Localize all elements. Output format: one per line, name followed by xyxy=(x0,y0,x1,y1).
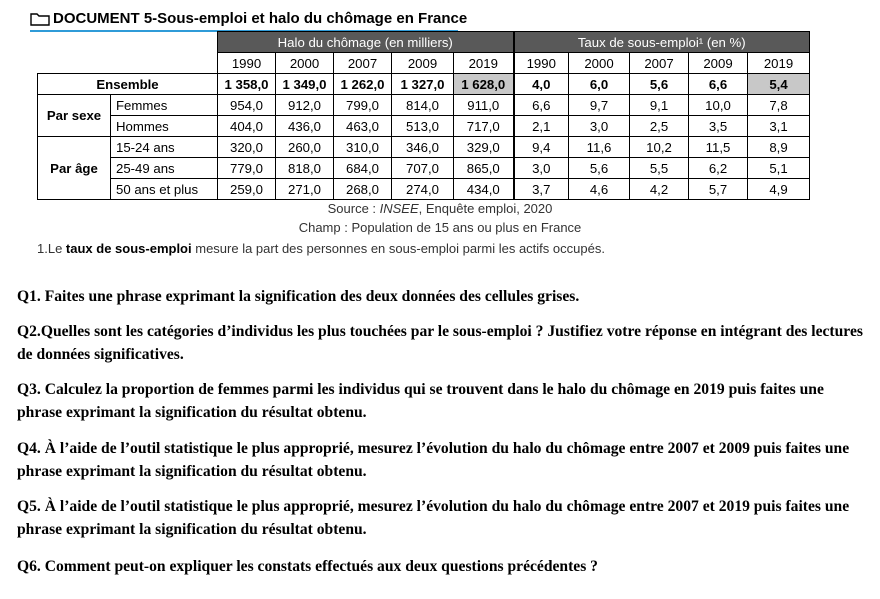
table-cell-grey: 5,4 xyxy=(748,74,810,95)
table-cell: 5,6 xyxy=(569,158,630,179)
footnote xyxy=(37,241,605,256)
table-cell: 1 358,0 xyxy=(218,74,276,95)
table-row xyxy=(38,158,810,179)
source-rest: , Enquête emploi, 2020 xyxy=(418,201,553,216)
question-4: Q4. À l’aide de l’outil statistique le plus approprié, mesurez l’évolution du halo du chômage entre 2007 et 2009 puis faites une phrase exprimant la signification du résultat obtenu. xyxy=(17,440,850,480)
table-cell: 274,0 xyxy=(392,179,454,200)
group-header-taux: Taux de sous-emploi¹ (en %) xyxy=(514,32,810,53)
table-cell: 320,0 xyxy=(218,137,276,158)
table-cell: 5,7 xyxy=(689,179,748,200)
table-cell: 1 349,0 xyxy=(276,74,334,95)
row-label: 50 ans et plus xyxy=(111,179,218,200)
source-line xyxy=(0,201,880,216)
year-header: 2009 xyxy=(689,53,748,74)
table-cell: 3,1 xyxy=(748,116,810,137)
table-cell: 6,6 xyxy=(689,74,748,95)
table-cell: 434,0 xyxy=(454,179,514,200)
table-cell: 3,0 xyxy=(514,158,569,179)
table-cell: 1 262,0 xyxy=(334,74,392,95)
source-prefix: Source : xyxy=(327,201,380,216)
table-cell: 10,2 xyxy=(630,137,689,158)
footnote-prefix: 1.Le xyxy=(37,241,66,256)
table-cell: 865,0 xyxy=(454,158,514,179)
year-header: 2007 xyxy=(630,53,689,74)
table-cell: 5,6 xyxy=(630,74,689,95)
row-group-sexe: Par sexe xyxy=(38,95,111,137)
table-cell: 268,0 xyxy=(334,179,392,200)
table-cell: 4,0 xyxy=(514,74,569,95)
table-cell: 4,6 xyxy=(569,179,630,200)
table-cell: 8,9 xyxy=(748,137,810,158)
table-cell: 513,0 xyxy=(392,116,454,137)
group-header-row xyxy=(38,32,810,53)
year-header: 2000 xyxy=(276,53,334,74)
row-label: Femmes xyxy=(111,95,218,116)
document-title xyxy=(30,10,467,27)
table-cell: 684,0 xyxy=(334,158,392,179)
row-label-ensemble: Ensemble xyxy=(38,74,218,95)
table-cell: 10,0 xyxy=(689,95,748,116)
table-cell: 9,1 xyxy=(630,95,689,116)
table-cell: 310,0 xyxy=(334,137,392,158)
table-cell: 436,0 xyxy=(276,116,334,137)
question-3: Q3. Calculez la proportion de femmes parmi les individus qui se trouvent dans le halo du chômage en 2019 puis faites une phrase exprimant la signification du résultat obtenu. xyxy=(17,381,824,421)
table-cell: 9,4 xyxy=(514,137,569,158)
row-label: 15-24 ans xyxy=(111,137,218,158)
row-label: Hommes xyxy=(111,116,218,137)
year-header: 2009 xyxy=(392,53,454,74)
question-2: Q2.Quelles sont les catégories d’individus les plus touchées par le sous-emploi ? Justifiez votre réponse en intégrant des lectures de données significatives. xyxy=(17,323,863,363)
row-label: 25-49 ans xyxy=(111,158,218,179)
table-row xyxy=(38,179,810,200)
footnote-term: taux de sous-emploi xyxy=(65,241,192,256)
table-cell: 11,6 xyxy=(569,137,630,158)
table-cell: 799,0 xyxy=(334,95,392,116)
table-row xyxy=(38,95,810,116)
question-5: Q5. À l’aide de l’outil statistique le plus approprié, mesurez l’évolution du halo du chômage entre 2007 et 2019 puis faites une phrase exprimant la signification du résultat obtenu. xyxy=(17,498,850,538)
source-org: INSEE xyxy=(379,201,419,216)
year-header: 1990 xyxy=(218,53,276,74)
year-header: 2007 xyxy=(334,53,392,74)
table-cell: 3,0 xyxy=(569,116,630,137)
year-header: 1990 xyxy=(514,53,569,74)
table-cell: 4,2 xyxy=(630,179,689,200)
year-header-row xyxy=(38,53,810,74)
document-title-text: DOCUMENT 5-Sous-emploi et halo du chômage en France xyxy=(53,10,468,27)
champ-line: Champ : Population de 15 ans ou plus en France xyxy=(298,220,582,235)
table-cell: 2,1 xyxy=(514,116,569,137)
table-cell: 2,5 xyxy=(630,116,689,137)
table-row-ensemble xyxy=(38,74,810,95)
folder-icon xyxy=(30,12,50,26)
table-cell: 11,5 xyxy=(689,137,748,158)
table-cell: 271,0 xyxy=(276,179,334,200)
table-cell: 329,0 xyxy=(454,137,514,158)
table-cell: 6,6 xyxy=(514,95,569,116)
table-cell: 912,0 xyxy=(276,95,334,116)
table-cell: 259,0 xyxy=(218,179,276,200)
table-cell: 911,0 xyxy=(454,95,514,116)
table-row xyxy=(38,137,810,158)
table-cell: 1 327,0 xyxy=(392,74,454,95)
question-6: Q6. Comment peut-on expliquer les constats effectués aux deux questions précédentes ? xyxy=(17,558,598,575)
table-cell: 3,7 xyxy=(514,179,569,200)
table-cell: 260,0 xyxy=(276,137,334,158)
table-cell: 6,2 xyxy=(689,158,748,179)
year-header: 2019 xyxy=(748,53,810,74)
table-row xyxy=(38,116,810,137)
table-cell: 3,5 xyxy=(689,116,748,137)
row-group-age: Par âge xyxy=(38,137,111,200)
table-cell: 5,5 xyxy=(630,158,689,179)
table-cell: 954,0 xyxy=(218,95,276,116)
table-cell: 346,0 xyxy=(392,137,454,158)
table-cell: 6,0 xyxy=(569,74,630,95)
table-cell: 779,0 xyxy=(218,158,276,179)
table-cell-grey: 1 628,0 xyxy=(454,74,514,95)
year-header: 2000 xyxy=(569,53,630,74)
table-cell: 7,8 xyxy=(748,95,810,116)
question-1: Q1. Faites une phrase exprimant la signification des deux données des cellules grises. xyxy=(17,288,580,305)
table-cell: 5,1 xyxy=(748,158,810,179)
table-cell: 818,0 xyxy=(276,158,334,179)
table-cell: 4,9 xyxy=(748,179,810,200)
year-header: 2019 xyxy=(454,53,514,74)
table-cell: 463,0 xyxy=(334,116,392,137)
table-cell: 404,0 xyxy=(218,116,276,137)
table-cell: 707,0 xyxy=(392,158,454,179)
table-cell: 717,0 xyxy=(454,116,514,137)
data-table xyxy=(37,31,810,200)
group-header-halo: Halo du chômage (en milliers) xyxy=(218,32,514,53)
table-cell: 814,0 xyxy=(392,95,454,116)
footnote-rest: mesure la part des personnes en sous-emploi parmi les actifs occupés. xyxy=(191,241,605,256)
table-cell: 9,7 xyxy=(569,95,630,116)
